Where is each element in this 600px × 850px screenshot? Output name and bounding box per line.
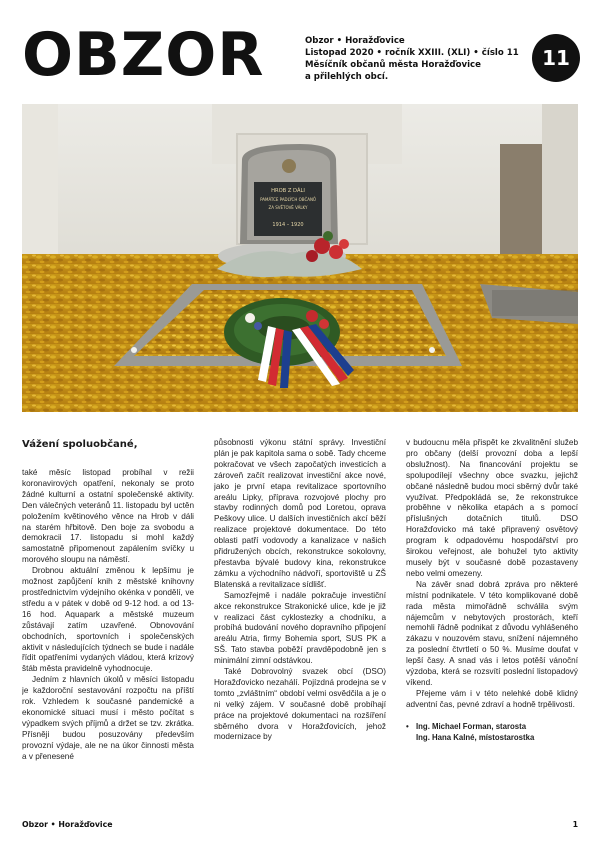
plaque-line-1: HROB Z DÁLI <box>271 188 305 194</box>
masthead <box>22 22 582 88</box>
plaque-line-3: ZA SVĚTOVÉ VÁLKY <box>268 205 308 210</box>
signature-mayor <box>406 721 578 732</box>
paragraph: Také Dobrovolný svazek obcí (DSO) Horažďovicko nezahálí. Pojízdná prodejna se v tomto „zvláštním“ období velmi osvědčila a je o ni velký zájem. V současné době probíhají práce na projektové dokumentaci na rozšíření sběrného dvora v Horažďovicích, jehož modernizace by <box>214 667 386 742</box>
paragraph: v budoucnu měla přispět ke zkvalitnění služeb pro občany (delší provozní doba a lepší obslužnost). Na financování projektu se spolupodílejí všechny obce svazku, jejichž občané následně budou moci sběrný dvůr také využívat. Předpokládá se, že rekonstrukce proběhne v několika etapách a s pomocí příslušných dotačních titulů. DSO Horažďovicko má také připravený osvětový program k odpadovému hospodářství pro širokou veřejnost, ale bohužel tyto aktivity musely být v současné době pozastaveny nebo velmi omezeny. <box>406 438 578 578</box>
signatures <box>406 721 578 743</box>
article-column-3 <box>406 438 578 810</box>
meta-issue-info: Listopad 2020 • ročník XXIII. (XLI) • číslo 11 <box>305 48 519 58</box>
paragraph: Samozřejmě i nadále pokračuje investiční akce rekonstrukce Strakonické ulice, kde je již v realizaci část cyklostezky a chodníku, a probíhá budování nového dopravního připojení areálu Atria, firmy Bohemia sport, SUS PK a SŠ. Tato stavba poběží pravděpodobně jen s minimální zimní odstávkou. <box>214 590 386 666</box>
signature-text: Ing. Michael Forman, starosta <box>416 721 527 731</box>
bullet-icon: • <box>406 721 409 731</box>
paragraph: také měsíc listopad probíhal v režii koronavirových opatření, nekonaly se proto žádné kulturní a ostatní společenské aktivity. Den válečných veteránů 11. listopadu byl uctěn položením květinového věnce na Hrob v dáli na starém hřbitově. Den boje za svobodu a demokracii 17. listopadu si mohl každý samostatně připomenout zapálením svíčky u morového sloupu na náměstí. <box>22 468 194 565</box>
signature-deputy-mayor <box>406 732 578 743</box>
paragraph: Na závěr snad dobrá zpráva pro některé místní podnikatele. V této komplikované době radа města mimořádně schválila svým nájemcům v nebytových prostorách, kteří nemohli řádně podnikat z důvodu vyhlášeného zákazu v nouzovém stavu, snížení nájemného za poslední čtvrtletí o 50 %. Musíme doufat v lepší časy. A snad vás i letos potěší vánoční výzdoba, která se rozsvítí poslední listopadový víkend. <box>406 579 578 687</box>
paragraph: Přejeme vám i v této nelehké době klidný adventní čas, pevné zdraví a hodně trpělivosti. <box>406 688 578 709</box>
page-number: 1 <box>572 820 578 829</box>
paragraph: Drobnou aktuální změnou k lepšímu je možnost zapůjčení knih z městské knihovny prostřednictvím výdejního okénka v pondělí, ve středu a v pátek v době od 9-12 hod. a od 13-16 hod. Aquapark a městské muzeum zůstávají zatím uzavřené. Obnovování obchodních, sportovních i společenských aktivit v následujících týdnech se bude i nadále řídit opatřeními vydaných vládou, která krizový štáb města pravidelně vyhodnocuje. <box>22 566 194 674</box>
article-heading: Vážení spoluobčané, <box>22 439 138 450</box>
masthead-title: OBZOR <box>22 20 265 90</box>
issue-number-badge: 11 <box>532 34 580 82</box>
plaque-years: 1914 – 1920 <box>272 222 304 228</box>
footer-publication: Obzor • Horažďovice <box>22 820 113 829</box>
meta-description: Měsíčník občanů města Horažďovice <box>305 60 481 70</box>
signature-text: Ing. Hana Kalné, místostarostka <box>416 732 535 742</box>
paragraph: působnosti výkonu státní správy. Investiční plán je pak kapitola sama o sobě. Tady chceme pokračovat ve všech započatých investicích a zároveň začít realizovat investiční akce nové, jako je první etapa revitalizace sportovního areálu Lipky, příprava rozvojové plochy pro stavby rodinných domů pod Loretou, oprava Peškovy ulice. U dalších investičních akcí běží realizace projektové dokumentace. Do této oblasti patří vodovody a kanalizace v našich přidružených obcích, rekonstrukce sokolovny, přestavba bývalé budovy kina, rekonstrukce zámku a východního nádvoří, sportoviště u ZŠ Blatenská a revitalizace sídlišť. <box>214 438 386 589</box>
plaque-line-2: PAMÁTCE PADLÝCH OBČANŮ <box>260 197 316 202</box>
editorial-article <box>22 438 578 810</box>
meta-description-cont: a přilehlých obcí. <box>305 72 389 82</box>
paragraph: Jedním z hlavních úkolů v měsíci listopadu je každoroční sestavování rozpočtu na příští rok. Vzhledem k současné pandemické a ekonomické situaci musí i město počítat s výpadkem svých příjmů a držet se tzv. zkrátka. Přísněji budou posuzovány především provozní výdaje, ale ne na úkor činnosti města a v přenesené <box>22 675 194 761</box>
article-column-1 <box>22 468 194 810</box>
masthead-meta <box>305 35 535 83</box>
article-column-2 <box>214 438 386 810</box>
cover-photo <box>22 104 578 412</box>
page-footer <box>22 818 578 832</box>
meta-publication: Obzor • Horažďovice <box>305 36 405 46</box>
memorial-grave-illustration <box>22 104 578 412</box>
